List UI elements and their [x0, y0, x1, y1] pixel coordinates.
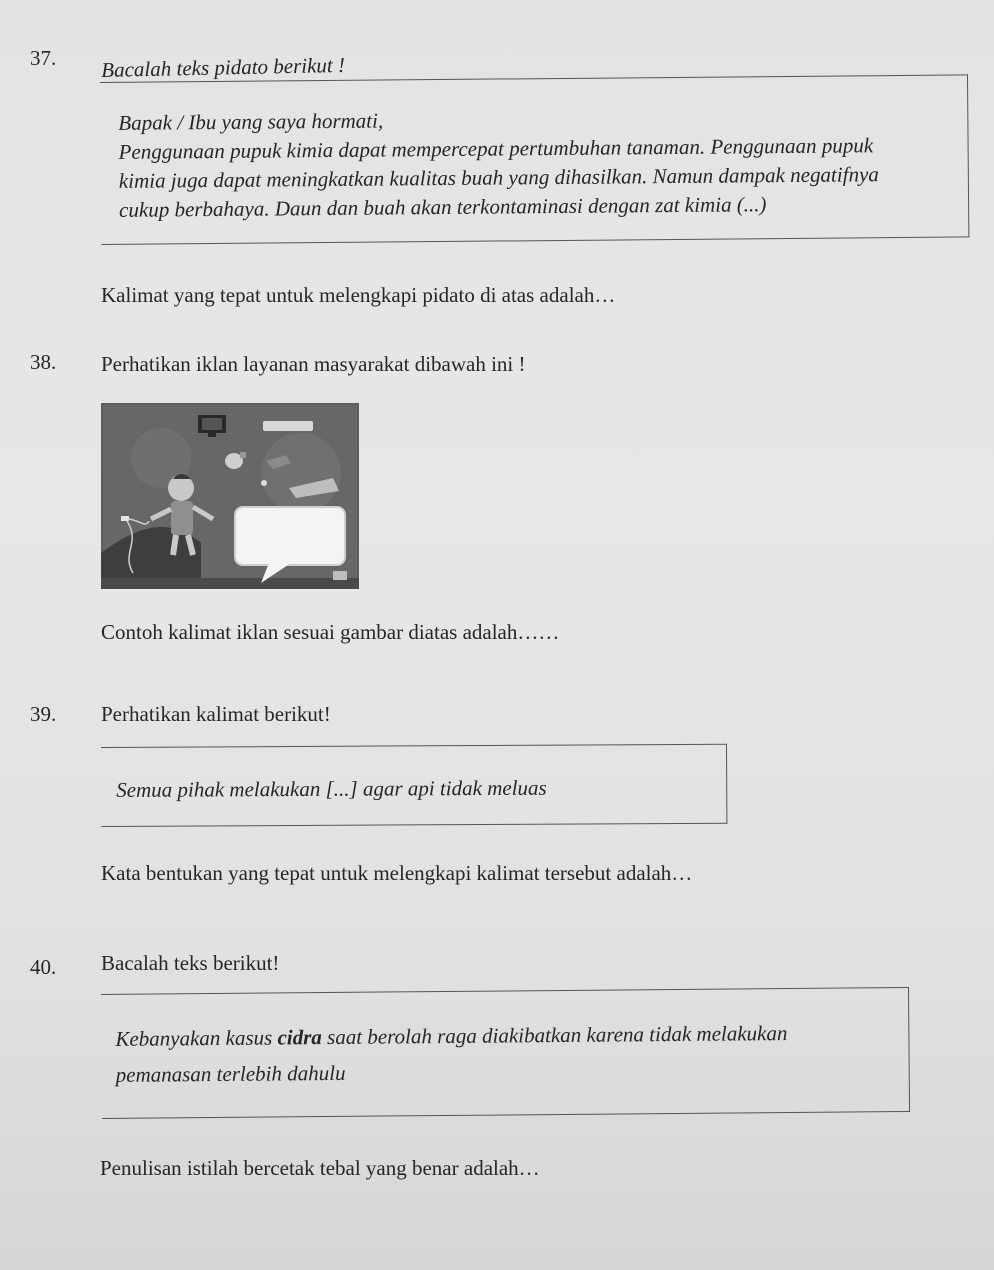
sentence-text: Semua pihak melakukan [...] agar api tidak meluas	[116, 775, 547, 802]
question-40-number: 40.	[30, 955, 57, 979]
reading-line-1-end: saat berolah raga diakibatkan karena tidak melakukan	[321, 1021, 788, 1050]
reading-line-1-start: Kebanyakan kasus	[115, 1025, 278, 1051]
plug-icon	[121, 516, 129, 521]
speech-line-2: Penggunaan pupuk kimia dapat mempercepat pertumbuhan tanaman. Penggunaan pupuk	[118, 133, 874, 164]
air-conditioner-icon	[263, 421, 313, 431]
question-37-number: 37.	[30, 46, 57, 70]
question-40-title: Bacalah teks berikut!	[101, 951, 280, 975]
bold-term-cidra: cidra	[277, 1025, 322, 1050]
speech-line-3: kimia juga dapat meningkatkan kualitas buah yang dihasilkan. Namun dampak negatifnya	[118, 162, 879, 193]
logo-mark	[333, 571, 347, 580]
reading-line-2: pemanasan terlebih dahulu	[115, 1060, 346, 1087]
public-service-ad-image	[101, 403, 359, 589]
question-39-title: Perhatikan kalimat berikut!	[101, 702, 331, 726]
question-37-title: Bacalah teks pidato berikut !	[101, 52, 346, 82]
question-37-prompt: Kalimat yang tepat untuk melengkapi pidato di atas adalah…	[101, 283, 616, 307]
speech-line-4: cukup berbahaya. Daun dan buah akan terkontaminasi dengan zat kimia (...)	[119, 192, 767, 222]
speech-text-box	[100, 74, 969, 245]
question-38-title: Perhatikan iklan layanan masyarakat dibawah ini !	[101, 352, 526, 376]
question-39-prompt: Kata bentukan yang tepat untuk melengkapi kalimat tersebut adalah…	[101, 861, 693, 885]
question-40-prompt: Penulisan istilah bercetak tebal yang benar adalah…	[100, 1156, 540, 1180]
question-38-number: 38.	[30, 350, 57, 374]
question-39-number: 39.	[30, 702, 57, 726]
question-38-prompt: Contoh kalimat iklan sesuai gambar diatas adalah……	[101, 620, 560, 644]
sentence-box	[101, 744, 727, 827]
speech-line-1: Bapak / Ibu yang saya hormati,	[118, 108, 384, 135]
reading-text-box	[101, 987, 910, 1119]
